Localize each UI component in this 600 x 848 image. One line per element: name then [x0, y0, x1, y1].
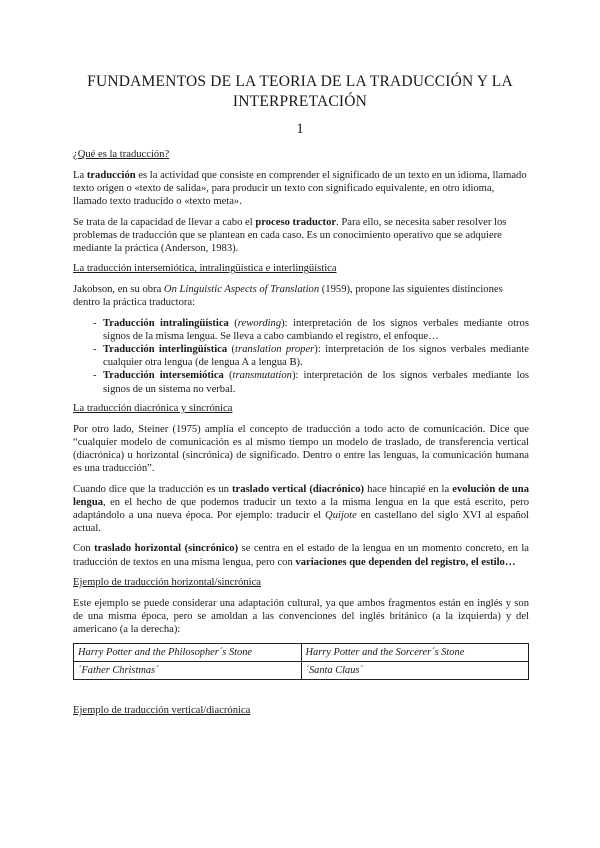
table-cell: ´Santa Claus´ [301, 662, 529, 680]
section-heading-que-es: ¿Qué es la traducción? [73, 149, 170, 160]
list-gloss: translation proper [235, 344, 315, 356]
term-proceso-traductor: proceso traductor [255, 216, 337, 228]
list-term: Traducción intersemiótica [103, 370, 224, 382]
paragraph-definition: La traducción es la actividad que consiste en comprender el significado de un texto en un idioma, llamado texto origen o «texto de salida», para producir un texto con significado equivalente, en otro idioma, llamado texto traducido o «texto meta». [73, 170, 527, 208]
table-cell: ´Father Christmas´ [74, 662, 302, 680]
document-title: FUNDAMENTOS DE LA TEORIA DE LA TRADUCCIÓN Y LA INTERPRETACIÓN [87, 73, 513, 110]
list-gloss: transmutation [232, 370, 292, 382]
list-dash: - [93, 370, 97, 382]
list-term: Traducción intralingüística [103, 317, 229, 329]
paragraph-jakobson: Jakobson, en su obra On Linguistic Aspects of Translation (1959), propone las siguientes distinciones dentro la práctica traductora: [73, 284, 503, 309]
paragraph-proceso: Se trata de la capacidad de llevar a cabo el proceso traductor. Para ello, se necesita saber resolver los problemas de traducción que se plantean en cada caso. Es un conocimiento operativo que se adquiere mediante la práctica (Anderson, 1983). [73, 216, 507, 255]
list-gloss: rewording [237, 317, 282, 329]
section-heading-tipos: La traducción intersemiótica, intralingüística e interlingüística [73, 263, 337, 275]
page-number: 1 [296, 121, 304, 137]
paragraph-steiner: Por otro lado, Steiner (1975) amplía el concepto de traducción a todo acto de comunicación. Dice que “cualquier modelo de comunicación es al mismo tiempo un modelo de traslado, de transferencia vertical (diacrónica) u horizontal (sincrónica) de significado. Dentro o entre las lenguas, la comunicación humana es una traducción”. [73, 423, 529, 475]
paragraph-horizontal: Con traslado horizontal (sincrónico) se centra en el estado de la lengua en un momento concreto, en la traducción de textos en una misma lengua, pero con variaciones que dependen del registro, el estilo… [73, 543, 529, 568]
list-dash: - [93, 317, 97, 329]
translation-types-list [73, 317, 529, 396]
comparison-table [73, 643, 529, 680]
term-traduccion: traducción [86, 170, 136, 181]
list-item: - Traducción intersemiótica (transmutation): interpretación de los signos verbales mediante los signos de un sistema no verbal. [73, 369, 529, 395]
table-cell: Harry Potter and the Sorcerer´s Stone [301, 644, 529, 662]
section-heading-ejemplo-horizontal: Ejemplo de traducción horizontal/sincrónica [73, 576, 261, 588]
list-item: - Traducción interlingüística (translation proper): interpretación de los signos verbales mediante cualquier otra lengua (de lengua A a lengua B). [73, 343, 529, 369]
paragraph-ejemplo: Este ejemplo se puede considerar una adaptación cultural, ya que ambos fragmentos están en inglés y son de una misma época, pero se amoldan a las convenciones del inglés británico (a la izquierda) y del americano (a la derecha): [73, 597, 529, 636]
table-cell: Harry Potter and the Philosopher´s Stone [74, 644, 302, 662]
paragraph-vertical: Cuando dice que la traducción es un traslado vertical (diacrónico) hace hincapié en la evolución de una lengua, en el hecho de que podemos traducir un texto a la misma lengua en la que está escrito, pero adaptándolo a una nueva época. Por ejemplo: traducir el Quijote en castellano del siglo XVI al español actual. [73, 483, 529, 535]
table-row [74, 644, 529, 662]
work-title: On Linguistic Aspects of Translation [163, 284, 320, 296]
document-body [73, 148, 529, 725]
list-item: - Traducción intralingüística (rewording): interpretación de los signos verbales mediante otros signos de la misma lengua. Se lleva a cabo cambiando el registro, el enfoque… [73, 317, 529, 343]
list-term: Traducción interlingüística [103, 344, 228, 356]
section-heading-diacronica: La traducción diacrónica y sincrónica [73, 402, 233, 414]
table-row [74, 662, 529, 680]
list-dash: - [93, 344, 97, 356]
section-heading-ejemplo-vertical: Ejemplo de traducción vertical/diacrónica [73, 705, 251, 717]
